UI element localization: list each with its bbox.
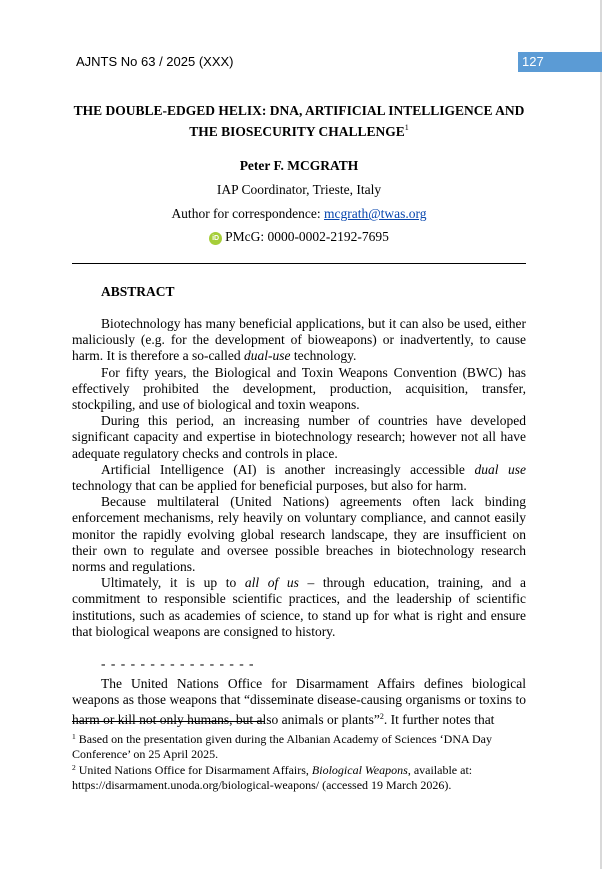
text-run: Biotechnology has many beneficial applications, but it can also be used, either maliciously (e.g. for the development of bioweapons) or inadvertently, to cause harm. It is therefore a so-called [72, 316, 526, 364]
author-affiliation: IAP Coordinator, Trieste, Italy [216, 182, 382, 197]
orcid-line [72, 228, 526, 245]
abstract-paragraph: For fifty years, the Biological and Toxin Weapons Convention (BWC) has effectively prohibited the development, production, acquisition, transfer, stockpiling, and use of biological and toxin weapons. [72, 364, 526, 413]
emphasis-text: all of us [244, 575, 299, 591]
text-run: technology. [290, 348, 357, 364]
footnote-marker: 1 [72, 732, 76, 741]
abstract-paragraph [72, 316, 526, 365]
title-divider [72, 263, 526, 264]
abstract-paragraph [72, 575, 526, 640]
footnote-text: Based on the presentation given during the Albanian Academy of Sciences ‘DNA Day Conference’ on 25 April 2025. [72, 732, 492, 761]
emphasis-text: dual use [474, 461, 526, 477]
correspondence-line [72, 205, 526, 222]
correspondence-email-link[interactable]: mcgrath@twas.org [324, 206, 427, 221]
spacer [72, 640, 526, 656]
orcid-text: PMcG: 0000-0002-2192-7695 [225, 229, 389, 244]
abstract-paragraph: Because multilateral (United Nations) agreements often lack binding enforcement mechanisms, rely heavily on voluntary compliance, and cannot easily monitor the rapidly evolving global research landscape, they are insufficient on their own to regulate and oversee possible breaches in biotechnology research norms and regulations. [72, 494, 526, 575]
abstract-paragraph [72, 462, 526, 494]
text-run: technology that can be applied for beneficial purposes, but also for harm. [72, 478, 467, 494]
emphasis-text: Biological Weapons [311, 763, 408, 777]
footnote-divider [72, 721, 264, 722]
article-title [72, 102, 526, 140]
article-title-text: THE DOUBLE-EDGED HELIX: DNA, ARTIFICIAL INTELLIGENCE AND THE BIOSECURITY CHALLENGE [73, 103, 525, 139]
text-run: Artificial Intelligence (AI) is another increasingly accessible [101, 461, 475, 477]
section-separator: - - - - - - - - - - - - - - - - [101, 656, 255, 672]
footnote-text: United Nations Office for Disarmament Affairs, [75, 763, 312, 777]
abstract-body [72, 316, 526, 728]
text-run: The United Nations Office for Disarmament Affairs defines biological weapons as those weapons that “disseminate disease-causing organisms or toxins to harm or kill not only humans, but also animals or plants” [72, 676, 526, 727]
footnote-1 [72, 730, 526, 761]
correspondence-label: Author for correspondence: [171, 206, 325, 221]
abstract-paragraph: During this period, an increasing number of countries have developed significant capacity and expertise in biotechnology research; however not all have adequate regulatory checks and controls in place. [72, 413, 526, 461]
text-run: Ultimately, it is up to [101, 575, 245, 591]
footnote-2 [72, 761, 526, 792]
abstract-heading: ABSTRACT [101, 284, 175, 299]
footnote-text: , available at: https://disarmament.unoda.org/biological-weapons/ (accessed 19 March 2026). [72, 763, 473, 792]
author-name: Peter F. MCGRATH [239, 158, 359, 173]
footnote-marker: 2 [72, 763, 76, 772]
footnotes [72, 730, 526, 792]
page-number-badge: 127 [518, 52, 602, 72]
emphasis-text: dual-use [244, 348, 291, 364]
text-run: . It further notes that [383, 711, 495, 727]
title-footnote-marker[interactable]: 1 [404, 123, 409, 132]
journal-header: AJNTS No 63 / 2025 (XXX) [76, 54, 234, 69]
footnote-marker[interactable]: 2 [379, 711, 384, 721]
orcid-icon[interactable]: iD [209, 232, 222, 245]
text-run: – through education, training, and a commitment to responsible scientific practices, and the leadership of scientific institutions, such as academies of science, to stand up for what is right and ensure that biological weapons are consigned to history. [72, 575, 526, 639]
